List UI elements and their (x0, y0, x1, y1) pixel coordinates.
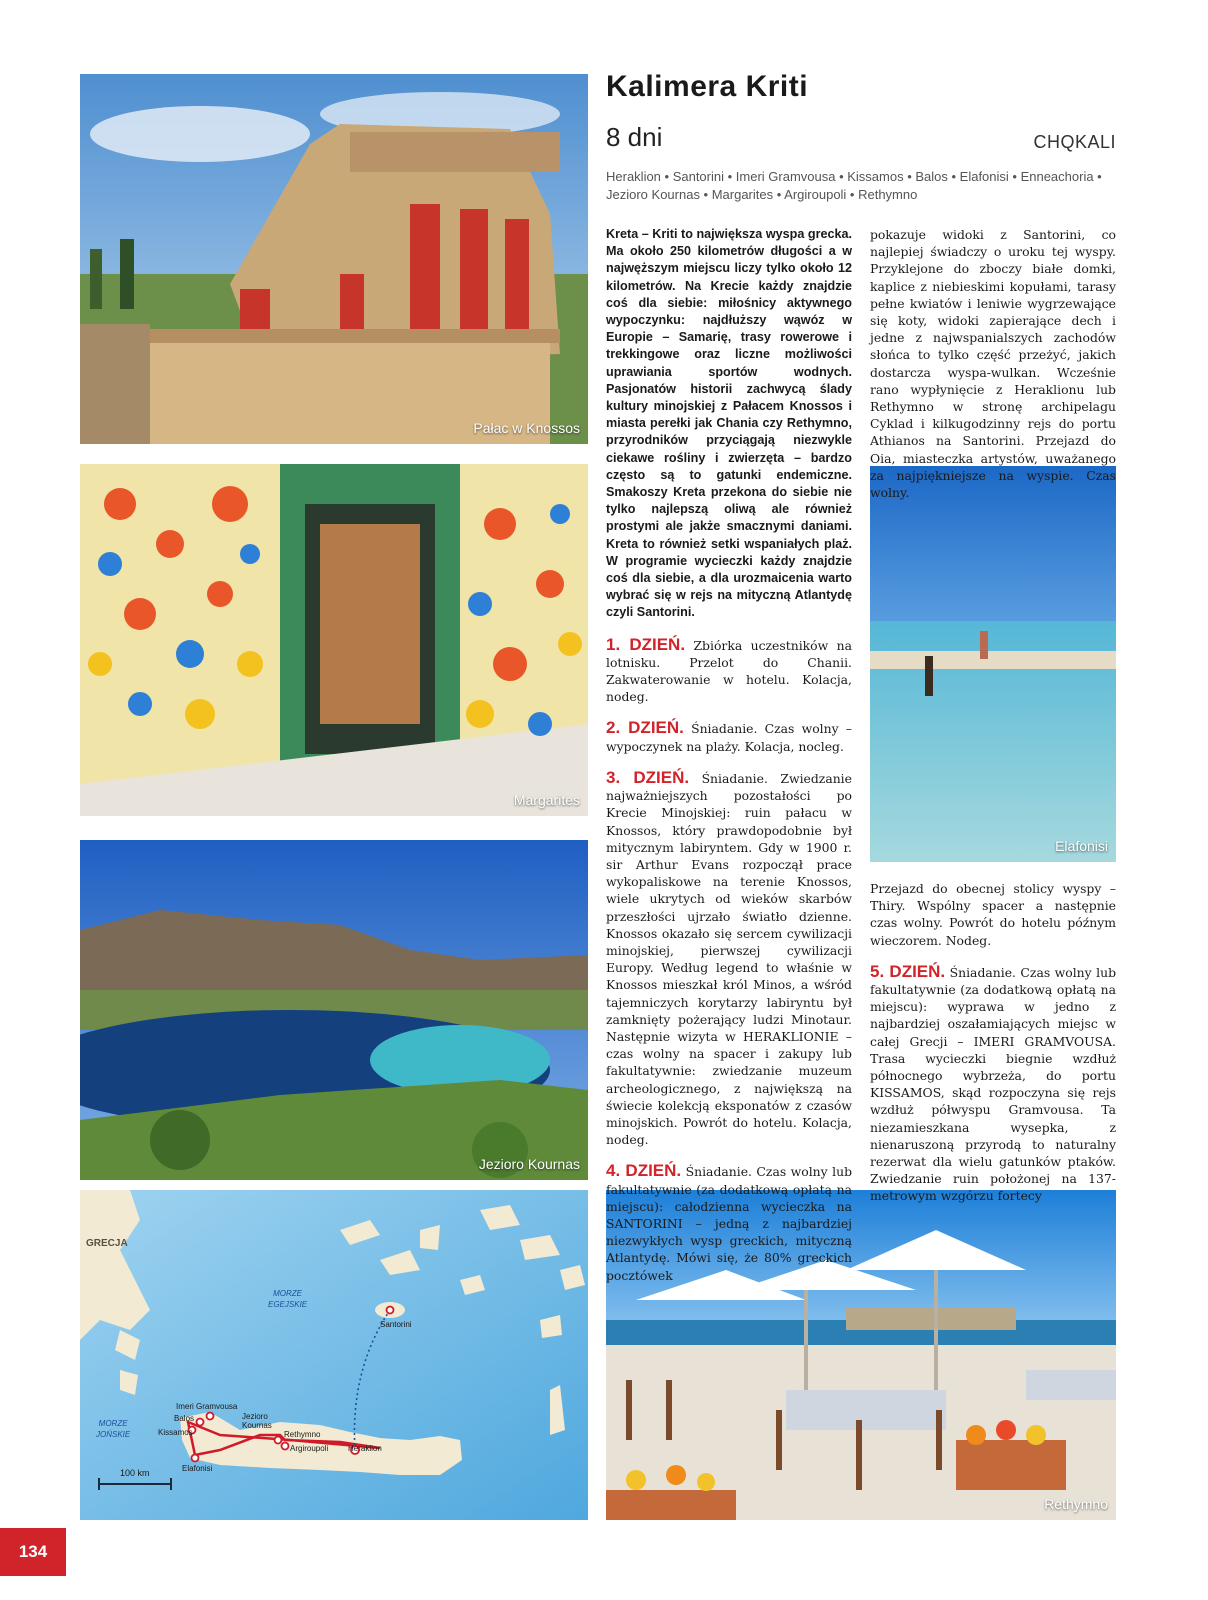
day-4-heading: 4. DZIEŃ. (606, 1161, 682, 1181)
margarites-image (80, 464, 588, 816)
map-label-morze-egejskie-line1: MORZE (273, 1289, 302, 1298)
map-label-morze-jonskie (96, 1418, 130, 1440)
map-label-jezioro-kournas (242, 1412, 272, 1430)
day-5 (870, 963, 1116, 1205)
intro-paragraph: Kreta – Kriti to największa wyspa grecka. Ma około 250 kilometrów długości a w najwęższym miejscu liczy tylko około 12 kilometrów. Na Krecie każdy znajdzie coś dla siebie: miłośnicy aktywnego wypoczynku: najdłuższy wąwóz w Europie – Samarię, trasy rowerowe i trekkingowe oraz liczne możliwości uprawiania sportów wodnych. Pasjonatów historii zachwycą ślady kultury minojskiej z Pałacem Knossos i miasta perełki jak Chania czy Rethymno, przyrodników przyciągają niezwykle ciekawe rośliny i zwierzęta – bardzo często są to gatunki endemiczne. Smakoszy Kreta przekona do siebie nie tylko najlepszą oliwą ale również prostymi ale jakże smacznymi daniami. Kreta to również setki wspaniałych plaż. W programie wycieczki każdy znajdzie coś dla siebie, a dla urozmaicenia warto wybrać się w rejs na mityczną Atlantydę czyli Santorini. (606, 227, 852, 620)
knossos-image (80, 74, 588, 444)
day-1-heading: 1. DZIEŃ. (606, 634, 686, 654)
photo-knossos (80, 74, 588, 444)
day-4-continued: pokazuje widoki z Santorini, co najlepiej świadczy o uroku tej wyspy. Przyklejone do zboczy białe domki, kaplice z niebieskimi kopułami, tarasy pełne kwiatów i leniwie wygrzewające się koty, widoki zapierające dech i jedne z najwspanialszych zachodów słońca to tylko część przeżyć, jakich dostarcza wyspa-wulkan. Wcześnie rano wypłynięcie z Heraklionu lub Rethymno w stronę archipelagu Cyklad i kilkugodzinny rejs do portu Athianos na Santorini. Przejazd do Oia, miasteczka artystów, uważanego za najpiękniejsze na wyspie. Czas wolny. (870, 227, 1116, 501)
crete-map (80, 1190, 588, 1520)
map-label-morze-egejskie (268, 1288, 307, 1310)
day-2 (606, 719, 852, 754)
map-label-balos: Balos (174, 1414, 195, 1423)
route-map (80, 1190, 588, 1520)
map-label-jezioro-line2: Kournas (242, 1421, 272, 1430)
text-column-3-bottom (870, 880, 1116, 1219)
day-4-text: Śniadanie. Czas wolny lub fakultatywnie (za dodatkową opłatą na miejscu): całodzienna wycieczka na SANTORINI – jedną z najbardziej niezwykłych wysp greckich, mityczną Atlantydę. Mówi się, że 80% greckich pocztówek (606, 1164, 852, 1283)
map-label-morze-jonskie-line2: JOŃSKIE (96, 1430, 131, 1439)
route-list: Heraklion • Santorini • Imeri Gramvousa • Kissamos • Balos • Elafonisi • Enneachoria • Jezioro Kournas • Margarites • Argiroupoli • Rethymno (606, 169, 1102, 202)
text-column-2 (606, 226, 852, 1298)
caption-elafonisi: Elafonisi (1055, 838, 1108, 854)
day-3-text: Śniadanie. Zwiedzanie najważniejszych pozostałości po Krecie Minojskiej: ruin pałacu w Knossos, który prawdopodobnie był mitycznym labiryntem. Gdy w 1900 r. sir Arthur Evans rozpoczął prace wykopaliskowe na terenie Knossos, wiele ukrytych od wieków skarbów przeszłości ujrzało światło dzienne. Knossos okazało się sercem cywilizacji minojskiej, pierwszej cywilizacji Europy. Według legend to właśnie w Knossos mieszkał król Minos, a wśród tajemniczych korytarzy labiryntu był zamknięty pożerający ludzi Minotaur. Następnie wizyta w HERAKLIONIE – czas wolny na spacer i zakupy lub fakultatywnie: zwiedzanie muzeum archeologicznego, z największą na świecie kolekcją eksponatów z czasów minojskich. Powrót do hotelu. Kolacja, nodeg. (606, 770, 852, 1148)
page-title: Kalimera Kriti (606, 70, 809, 103)
map-label-morze-jonskie-line1: MORZE (98, 1419, 128, 1428)
map-label-heraklion: Heraklion (348, 1444, 382, 1453)
map-label-kissamos: Kissamos (158, 1428, 193, 1437)
photo-kournas (80, 840, 588, 1180)
trip-duration: 8 dni (606, 122, 663, 152)
map-label-jezioro-line1: Jezioro (242, 1412, 268, 1421)
map-label-grecja: GRECJA (86, 1238, 128, 1249)
photo-elafonisi (870, 466, 1116, 862)
day-1 (606, 636, 852, 706)
map-label-morze-egejskie-line2: EGEJSKIE (268, 1300, 308, 1309)
day-3 (606, 769, 852, 1148)
caption-rethymno: Rethymno (1044, 1496, 1108, 1512)
page-number: 134 (0, 1528, 66, 1576)
day-3-heading: 3. DZIEŃ. (606, 767, 690, 787)
day-2-text: Śniadanie. Czas wolny – wypoczynek na plaży. Kolacja, nocleg. (606, 721, 852, 754)
map-label-santorini: Santorini (380, 1320, 412, 1329)
elafonisi-image (870, 466, 1116, 862)
caption-kournas: Jezioro Kournas (478, 1156, 580, 1172)
photo-margarites (80, 464, 588, 816)
day-4-conclusion: Przejazd do obecnej stolicy wyspy – Thiry. Wspólny spacer a następnie czas wolny. Powrót do hotelu późnym wieczorem. Nodeg. (870, 881, 1116, 948)
map-label-elafonisi: Elafonisi (182, 1464, 213, 1473)
day-2-heading: 2. DZIEŃ. (606, 718, 684, 738)
map-scale-label: 100 km (120, 1468, 150, 1478)
map-label-argiroupoli: Argiroupoli (290, 1444, 329, 1453)
text-column-3-top (870, 226, 1116, 515)
caption-margarites: Margarites (513, 792, 580, 808)
map-label-imeri-gramvousa: Imeri Gramvousa (176, 1402, 238, 1411)
day-5-heading: 5. DZIEŃ. (870, 961, 946, 981)
kournas-image (80, 840, 588, 1180)
day-5-text: Śniadanie. Czas wolny lub fakultatywnie (za dodatkową opłatą na miejscu): wyprawa w jedno z najbardziej oszałamiających miejsc w całej Grecji – IMERI GRAMVOUSA. Trasa wycieczki biegnie wzdłuż północnego wybrzeża, do portu KISSAMOS, skąd rozpoczyna się rejs wzdłuż półwyspu Gramvousa. Ta niezamieszkana wysepka, z nienaruszoną przyrodą to naturalny rezerwat dla wielu gatunków ptaków. Zwiedzanie ruin położonej na 137-metrowym wzgórzu fortecy (870, 964, 1116, 1204)
day-1-text: Zbiórka uczestników na lotnisku. Przelot do Chanii. Zakwaterowanie w hotelu. Kolacja, nodeg. (606, 637, 852, 705)
map-label-rethymno: Rethymno (284, 1430, 321, 1439)
day-4 (606, 1162, 852, 1283)
caption-knossos: Pałac w Knossos (473, 420, 580, 436)
trip-code: CHQKALI (1033, 132, 1116, 152)
